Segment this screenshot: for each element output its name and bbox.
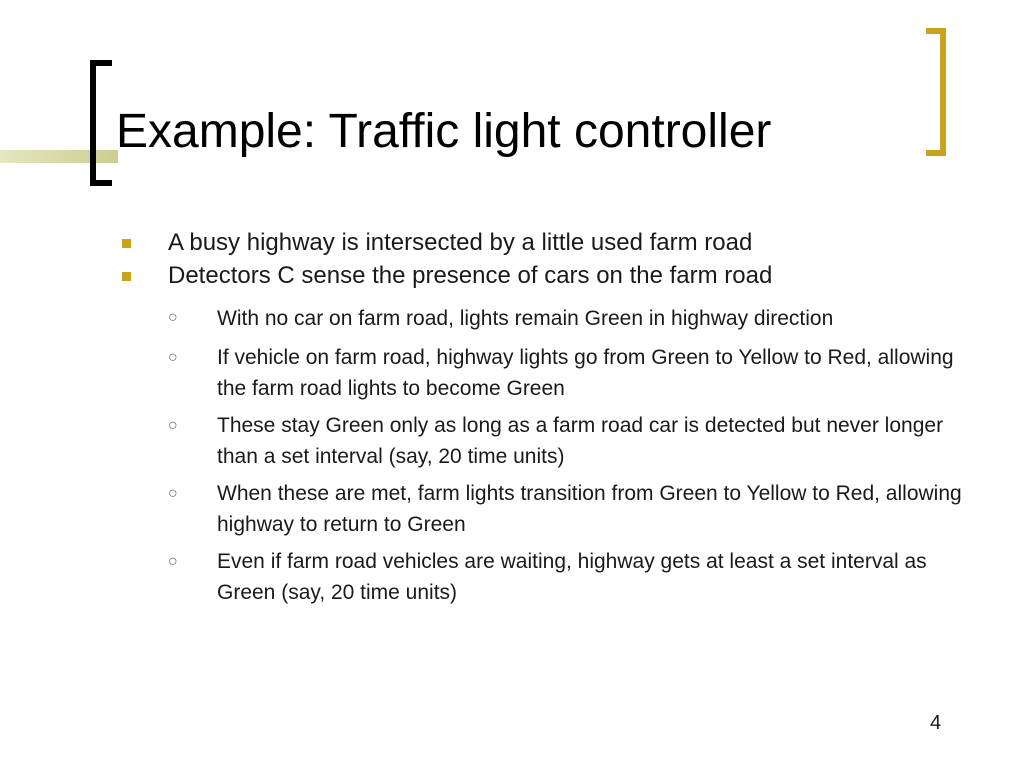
page-number: 4 (930, 712, 942, 734)
bullet-item (118, 226, 968, 259)
bullet-item (118, 259, 968, 292)
slide-content (118, 226, 968, 608)
circle-bullet-icon: ○ (168, 485, 178, 502)
sub-bullet-text: When these are met, farm lights transition from Green to Yellow to Red, allowing highway to return to Green (217, 482, 962, 536)
sub-bullet-item (118, 302, 968, 336)
left-bracket-decor (90, 60, 112, 186)
sub-bullet-text: Even if farm road vehicles are waiting, highway gets at least a set interval as Green (say, 20 time units) (217, 550, 927, 604)
square-bullet-icon (122, 272, 131, 281)
sub-bullet-text: With no car on farm road, lights remain Green in highway direction (217, 307, 834, 330)
circle-bullet-icon: ○ (168, 553, 178, 570)
sub-bullet-item (118, 546, 968, 608)
sub-bullet-text: These stay Green only as long as a farm road car is detected but never longer than a set interval (say, 20 time units) (217, 414, 944, 468)
bullet-text: A busy highway is intersected by a little used farm road (168, 229, 753, 256)
square-bullet-icon (122, 239, 131, 248)
circle-bullet-icon: ○ (168, 417, 178, 434)
sub-bullet-item (118, 342, 968, 404)
circle-bullet-icon: ○ (168, 349, 178, 366)
circle-bullet-icon: ○ (168, 309, 178, 326)
bullet-text: Detectors C sense the presence of cars on the farm road (168, 262, 773, 289)
slide-title: Example: Traffic light controller (116, 105, 772, 158)
sub-bullet-item (118, 478, 968, 540)
right-bracket-decor (926, 28, 946, 156)
sub-bullet-item (118, 410, 968, 472)
sub-bullet-text: If vehicle on farm road, highway lights go from Green to Yellow to Red, allowing the farm road lights to become Green (217, 346, 954, 400)
